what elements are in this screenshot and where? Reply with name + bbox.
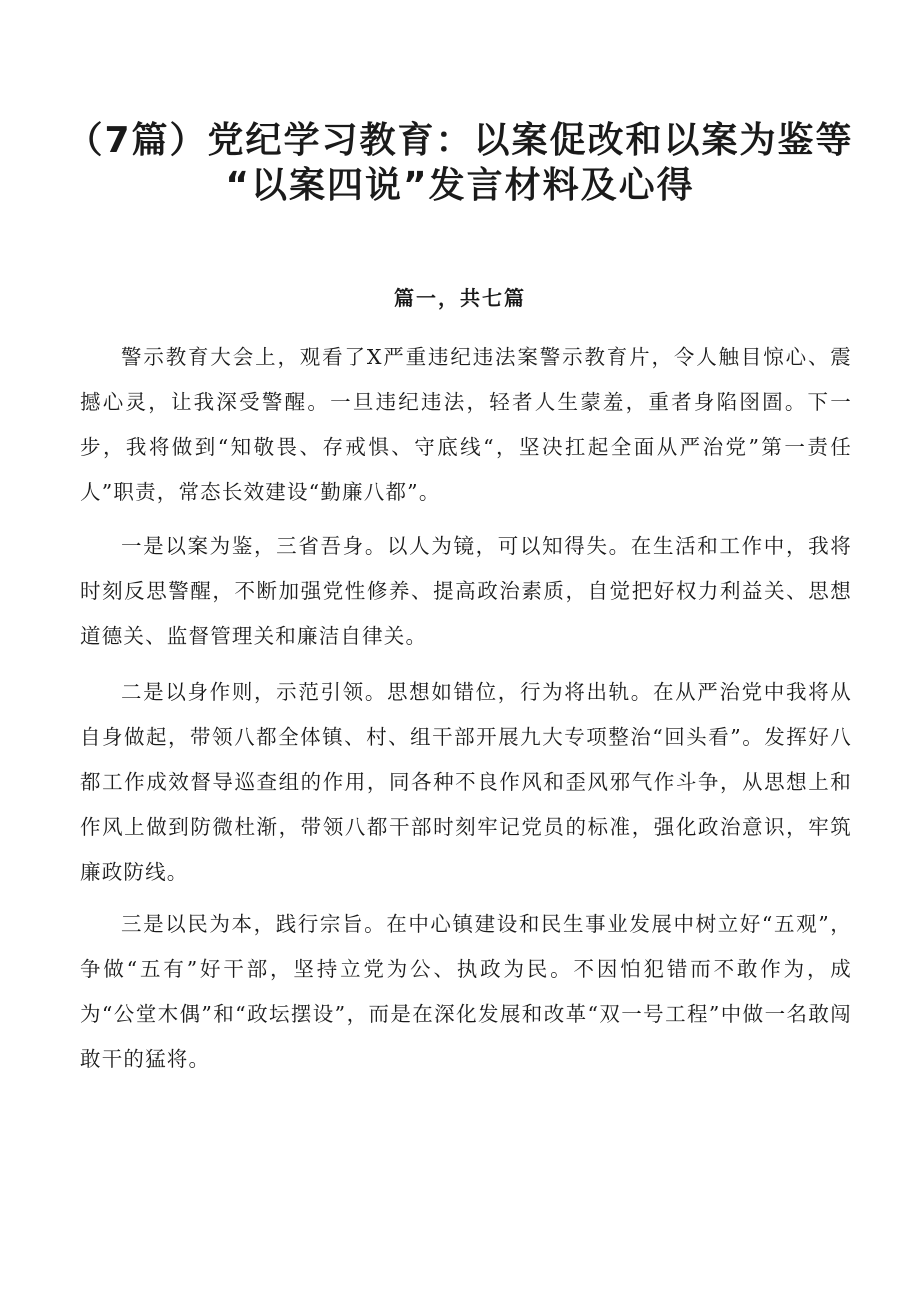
document-title-line-1: （7篇）党纪学习教育：以案促改和以案为鉴等 (66, 120, 854, 161)
document-title-line-2: “以案四说”发言材料及心得 (225, 165, 695, 206)
section-heading: 篇一，共七篇 (394, 286, 526, 310)
paragraph-intro: 警示教育大会上，观看了X严重违纪违法案警示教育片，令人触目惊心、震撼心灵，让我深受警醒。一旦违纪违法，轻者人生蒙羞，重者身陷囹圄。下一步，我将做到“知敬畏、存戒惧、守底线“，坚决扛起全面从严治党”第一责任人”职责，常态长效建设“勤廉八都”。 (80, 345, 852, 504)
paragraph-point-two: 二是以身作则，示范引领。思想如错位，行为将出轨。在从严治党中我将从自身做起，带领八都全体镇、村、组干部开展九大专项整治“回头看”。发挥好八都工作成效督导巡查组的作用，同各种不良作风和歪风邪气作斗争，从思想上和作风上做到防微杜渐，带领八都干部时刻牢记党员的标准，强化政治意识，牢筑廉政防线。 (80, 680, 852, 884)
paragraph-point-one: 一是以案为鉴，三省吾身。以人为镜，可以知得失。在生活和工作中，我将时刻反思警醒，不断加强党性修养、提高政治素质，自觉把好权力利益关、思想道德关、监督管理关和廉洁自律关。 (80, 534, 852, 648)
paragraph-point-three: 三是以民为本，践行宗旨。在中心镇建设和民生事业发展中树立好“五观”，争做“五有”好干部，坚持立党为公、执政为民。不因怕犯错而不敢作为，成为“公堂木偶”和“政坛摆设”，而是在深化发展和改革“双一号工程”中做一名敢闯敢干的猛将。 (80, 912, 852, 1071)
